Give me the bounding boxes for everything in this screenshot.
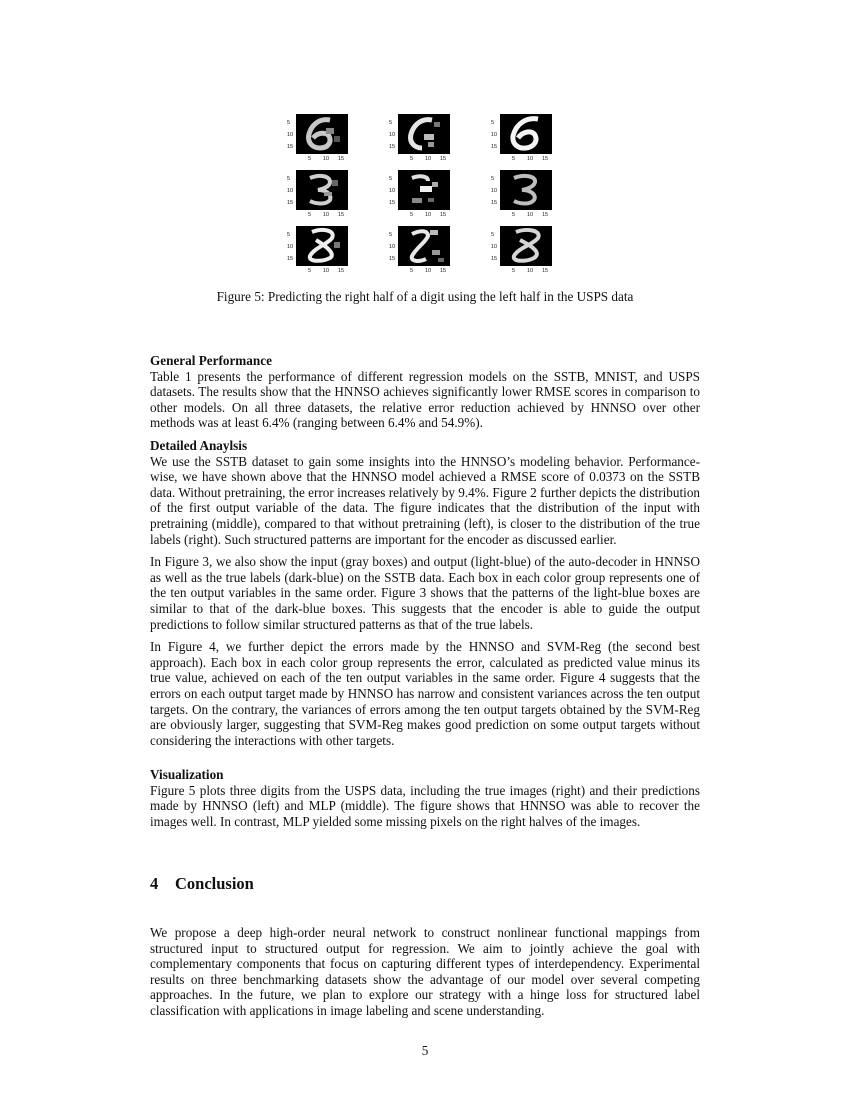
x-tick: 10: [425, 268, 432, 274]
figure-5: [282, 112, 582, 277]
paragraph: Figure 5 plots three digits from the USPS data, including the true images (right) and their predictions made by HNNSO (left) and MLP (middle). The figure shows that HNNSO was able to recover the images well. In contrast, MLP yielded some missing pixels on the right halves of the images.: [150, 782, 700, 829]
x-tick: 10: [527, 156, 534, 162]
x-tick: 15: [542, 268, 549, 274]
x-tick: 5: [410, 268, 414, 274]
general-performance-section: [150, 353, 700, 431]
digit-8-mlp-image: [398, 226, 450, 266]
x-tick: 10: [323, 156, 330, 162]
paragraph: We use the SSTB dataset to gain some insights into the HNNSO’s modeling behavior. Performance-wise, we have shown above that the HNNSO model achieved a RMSE score of 0.0373 on the SSTB data. Without pretraining, the error increases relatively by 9.4%. Figure 2 further depicts the distribution of the first output variable of the data. The figure indicates that the distribution of the input with pretraining (middle), compared to that without pretraining (left), is closer to the distribution of the true labels (right). Such structured patterns are important for the encoder as discussed earlier.: [150, 453, 701, 547]
y-tick: 5: [389, 120, 393, 126]
x-tick: 10: [323, 212, 330, 218]
y-tick: 15: [491, 144, 498, 150]
section-title: Conclusion: [175, 874, 254, 893]
section-number: 4: [150, 874, 159, 893]
x-tick: 10: [527, 268, 534, 274]
x-tick: 10: [527, 212, 534, 218]
digit-6-true-image: [500, 114, 552, 154]
digit-6-hnnso-image: [296, 114, 348, 154]
page-number: 5: [421, 1043, 429, 1058]
digit-3-mlp-panel: [384, 168, 454, 220]
paragraph: In Figure 3, we also show the input (gray boxes) and output (light-blue) of the auto-decoder in HNNSO as well as the true labels (dark-blue) on the SSTB data. Each box in each color group represents one of the ten output variables in the same order. Figure 3 shows that the patterns of the light-blue boxes are similar to that of the dark-blue boxes. This suggests that the encoder is able to guide the output predictions to follow similar structured patterns as that of the true labels.: [150, 554, 700, 632]
digit-3-hnnso-image: [296, 170, 348, 210]
digit-8-true-image: [500, 226, 552, 266]
x-tick: 15: [338, 268, 345, 274]
y-tick: 15: [491, 256, 498, 262]
x-tick: 10: [425, 156, 432, 162]
y-tick: 10: [389, 132, 396, 138]
y-tick: 5: [389, 176, 393, 182]
paragraph: We propose a deep high-order neural network to construct nonlinear functional mappings from structured input to structured output for regression. We aim to jointly achieve the goal with complementary components that focus on capturing different types of interdependency. Experimental results on three benchmarking datasets show the advantage of our model over several competing approaches. In the future, we plan to explore our strategy with a hinge loss for structured label classification with applications in image labeling and scene understanding.: [150, 925, 700, 1018]
digit-8-true-panel: [486, 224, 556, 276]
x-tick: 15: [440, 156, 447, 162]
digit-3-hnnso-panel: [282, 168, 352, 220]
x-tick: 15: [440, 268, 447, 274]
section-heading: Visualization: [150, 767, 224, 782]
x-tick: 5: [410, 212, 414, 218]
y-tick: 5: [287, 176, 291, 182]
section-heading: General Performance: [150, 353, 272, 368]
y-tick: 10: [491, 132, 498, 138]
x-tick: 5: [308, 212, 312, 218]
figure-caption: Figure 5: Predicting the right half of a digit using the left half in the USPS data: [216, 289, 634, 304]
y-tick: 10: [287, 244, 294, 250]
x-tick: 5: [512, 212, 516, 218]
x-tick: 15: [542, 212, 549, 218]
conclusion-section: [150, 925, 700, 1019]
x-tick: 5: [410, 156, 414, 162]
detailed-analysis-section: [150, 438, 700, 748]
digit-6-true-panel: [486, 112, 556, 164]
visualization-section: [150, 767, 700, 829]
y-tick: 15: [287, 256, 294, 262]
y-tick: 5: [287, 232, 291, 238]
x-tick: 10: [425, 212, 432, 218]
y-tick: 10: [389, 244, 396, 250]
conclusion-heading: [150, 874, 254, 894]
y-tick: 15: [491, 200, 498, 206]
y-tick: 15: [389, 144, 396, 150]
x-tick: 5: [512, 156, 516, 162]
x-tick: 15: [338, 156, 345, 162]
y-tick: 5: [287, 120, 291, 126]
digit-6-mlp-panel: [384, 112, 454, 164]
y-tick: 5: [491, 120, 495, 126]
y-tick: 5: [389, 232, 393, 238]
y-tick: 10: [491, 188, 498, 194]
x-tick: 15: [542, 156, 549, 162]
digit-3-true-panel: [486, 168, 556, 220]
x-tick: 5: [512, 268, 516, 274]
y-tick: 15: [389, 256, 396, 262]
paragraph: Table 1 presents the performance of different regression models on the SSTB, MNIST, and USPS datasets. The results show that the HNNSO achieves significantly lower RMSE scores in comparison to other models. On all three datasets, the relative error reduction achieved by HNNSO over other methods was at least 6.4% (ranging between 6.4% and 54.9%).: [150, 368, 700, 431]
y-tick: 10: [287, 132, 294, 138]
digit-8-mlp-panel: [384, 224, 454, 276]
y-tick: 10: [287, 188, 294, 194]
x-tick: 15: [440, 212, 447, 218]
y-tick: 5: [491, 176, 495, 182]
y-tick: 10: [389, 188, 396, 194]
digit-3-true-image: [500, 170, 552, 210]
x-tick: 5: [308, 268, 312, 274]
section-heading: Detailed Anaylsis: [150, 438, 248, 453]
x-tick: 10: [323, 268, 330, 274]
digit-8-hnnso-image: [296, 226, 348, 266]
y-tick: 15: [389, 200, 396, 206]
y-tick: 15: [287, 200, 294, 206]
paragraph: In Figure 4, we further depict the errors made by the HNNSO and SVM-Reg (the second best approach). Each box in each color group represents the error, calculated as predicted value minus its true value, achieved on each of the ten output variables in the same order. Figure 4 suggests that the errors on each output target made by HNNSO has narrow and consistent variances across the ten output targets. On the contrary, the variances of errors among the ten output targets obtained by the SVM-Reg are obviously larger, suggesting that SVM-Reg makes good prediction on some output targets without considering the interactions with other targets.: [150, 639, 700, 748]
y-tick: 5: [491, 232, 495, 238]
digit-3-mlp-image: [398, 170, 450, 210]
x-tick: 5: [308, 156, 312, 162]
digit-6-hnnso-panel: [282, 112, 352, 164]
y-tick: 15: [287, 144, 294, 150]
digit-8-hnnso-panel: [282, 224, 352, 276]
y-tick: 10: [491, 244, 498, 250]
x-tick: 15: [338, 212, 345, 218]
digit-6-mlp-image: [398, 114, 450, 154]
